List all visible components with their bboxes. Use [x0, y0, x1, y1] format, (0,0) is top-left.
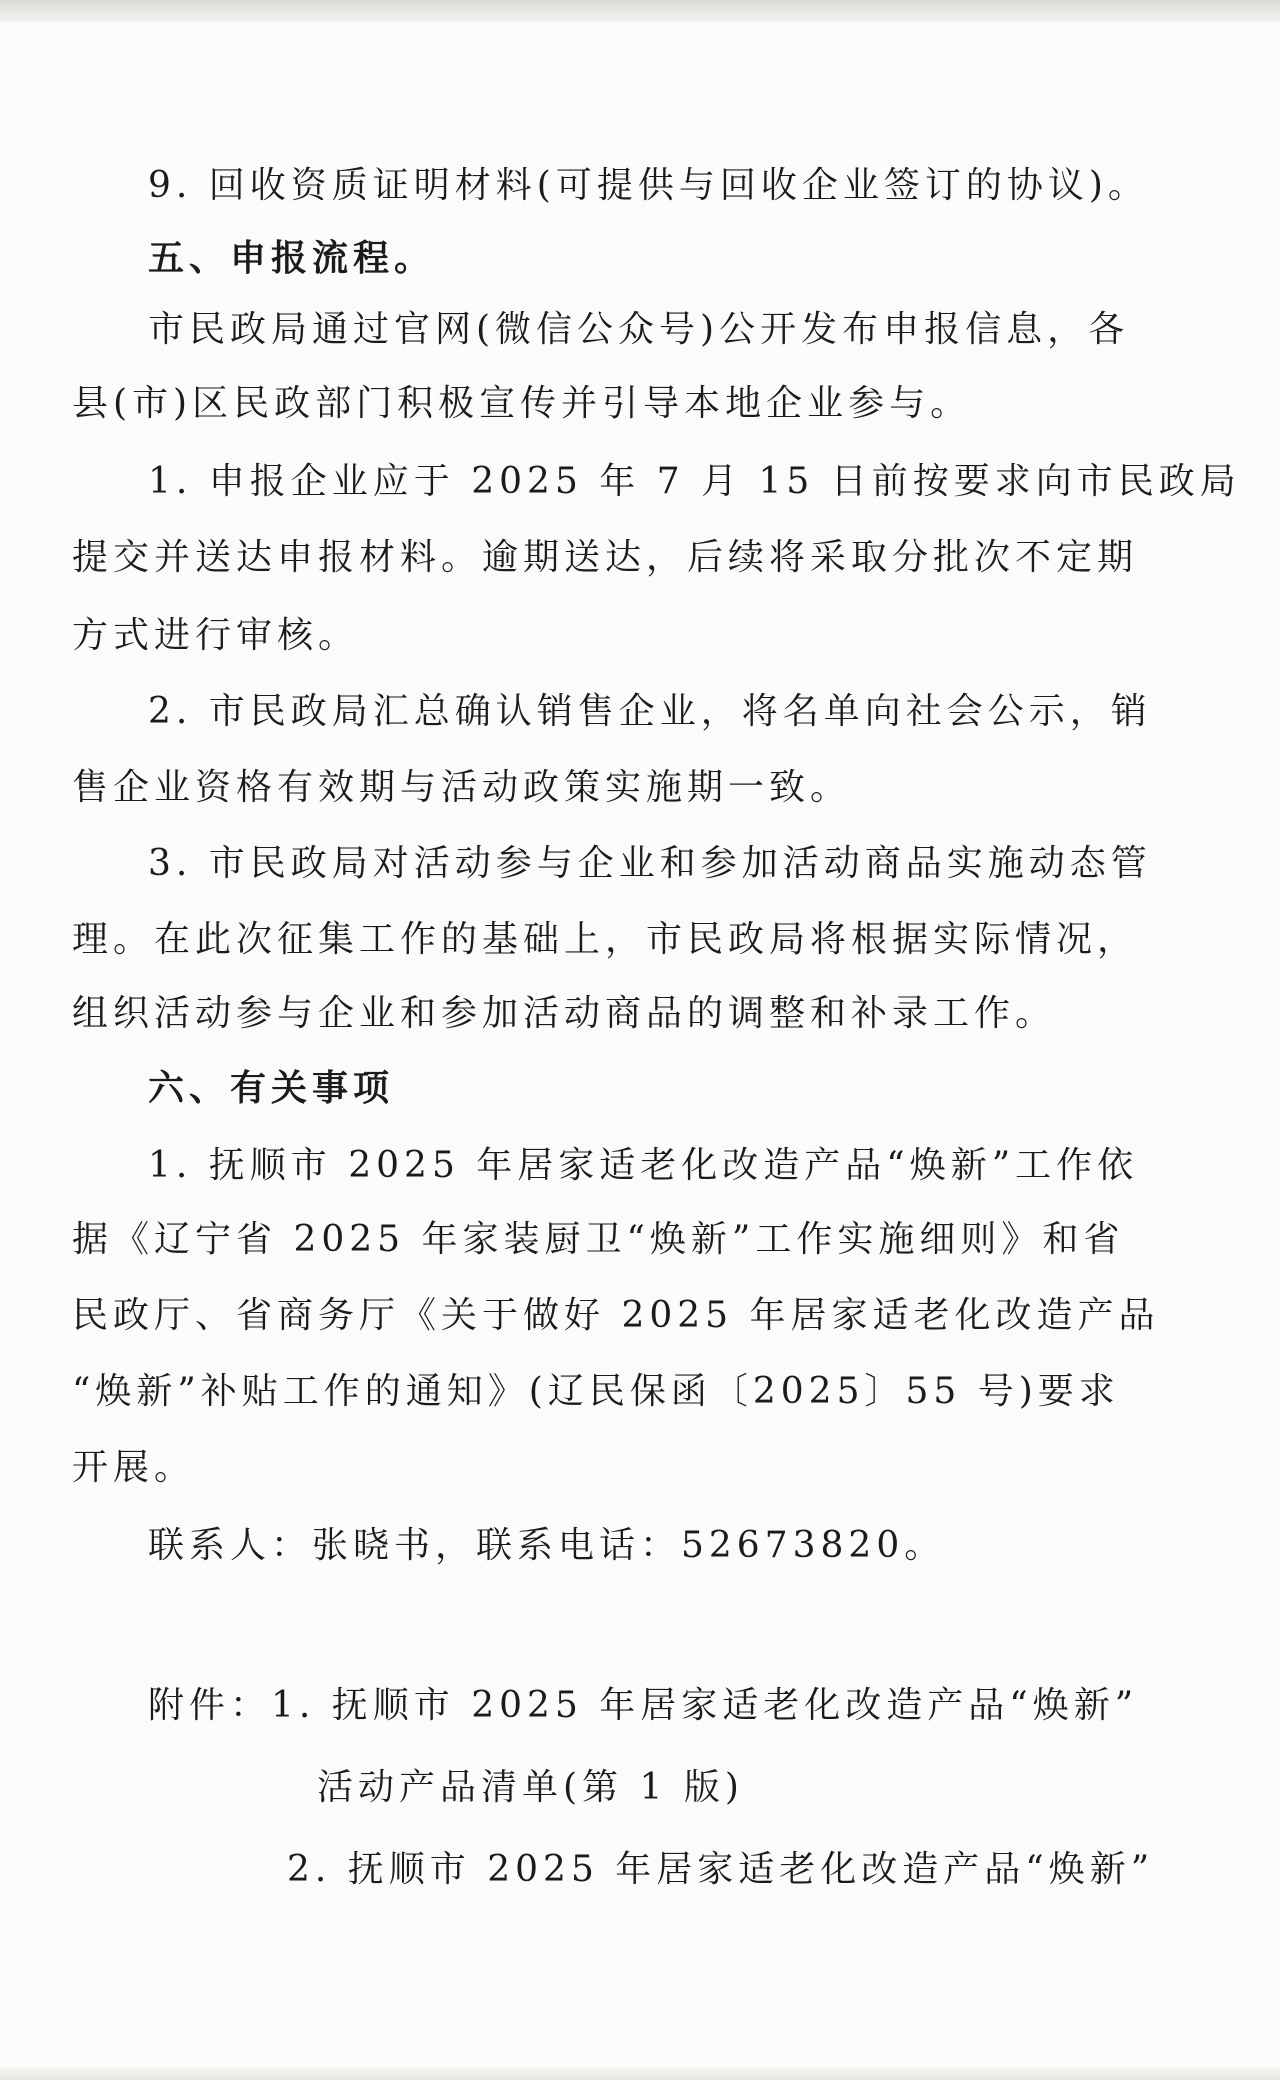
step-2-line: 售企业资格有效期与活动政策实施期一致。 — [72, 767, 852, 808]
matter-1-line: 民政厅、省商务厅《关于做好 2025 年居家适老化改造产品 — [72, 1295, 1160, 1336]
step-3-line: 理。在此次征集工作的基础上，市民政局将根据实际情况， — [72, 919, 1139, 960]
paragraph-line: 县(市)区民政部门积极宣传并引导本地企业参与。 — [72, 383, 972, 424]
step-2-line: 2. 市民政局汇总确认销售企业，将名单向社会公示，销 — [148, 691, 1152, 732]
step-1-line: 1. 申报企业应于 2025 年 7 月 15 日前按要求向市民政局 — [148, 461, 1241, 502]
step-3-line: 3. 市民政局对活动参与企业和参加活动商品实施动态管 — [148, 843, 1152, 884]
matter-1-line: 据《辽宁省 2025 年家装厨卫“焕新”工作实施细则》和省 — [72, 1219, 1125, 1260]
step-1-line: 方式进行审核。 — [72, 615, 360, 656]
attachment-item-2: 2. 抚顺市 2025 年居家适老化改造产品“焕新” — [287, 1849, 1155, 1890]
heading-section-6-related-matters: 六、有关事项 — [148, 1067, 395, 1109]
item-9-recycling-qualification: 9. 回收资质证明材料(可提供与回收企业签订的协议)。 — [148, 165, 1149, 206]
attachment-item-1-continued: 活动产品清单(第 1 版) — [317, 1767, 744, 1808]
matter-1-line: 1. 抚顺市 2025 年居家适老化改造产品“焕新”工作依 — [148, 1145, 1139, 1186]
contact-line: 联系人：张晓书，联系电话：52673820。 — [148, 1525, 946, 1566]
paragraph-line: 市民政局通过官网(微信公众号)公开发布申报信息，各 — [148, 309, 1130, 350]
attachment-item-1: 附件：1. 抚顺市 2025 年居家适老化改造产品“焕新” — [148, 1685, 1139, 1726]
scan-bottom-edge — [0, 2068, 1280, 2080]
matter-1-line: “焕新”补贴工作的通知》(辽民保函〔2025〕55 号)要求 — [72, 1371, 1120, 1412]
step-1-line: 提交并送达申报材料。逾期送达，后续将采取分批次不定期 — [72, 537, 1139, 578]
step-3-line: 组织活动参与企业和参加活动商品的调整和补录工作。 — [72, 993, 1057, 1034]
heading-section-5-application-process: 五、申报流程。 — [148, 237, 436, 279]
matter-1-line: 开展。 — [72, 1447, 196, 1488]
